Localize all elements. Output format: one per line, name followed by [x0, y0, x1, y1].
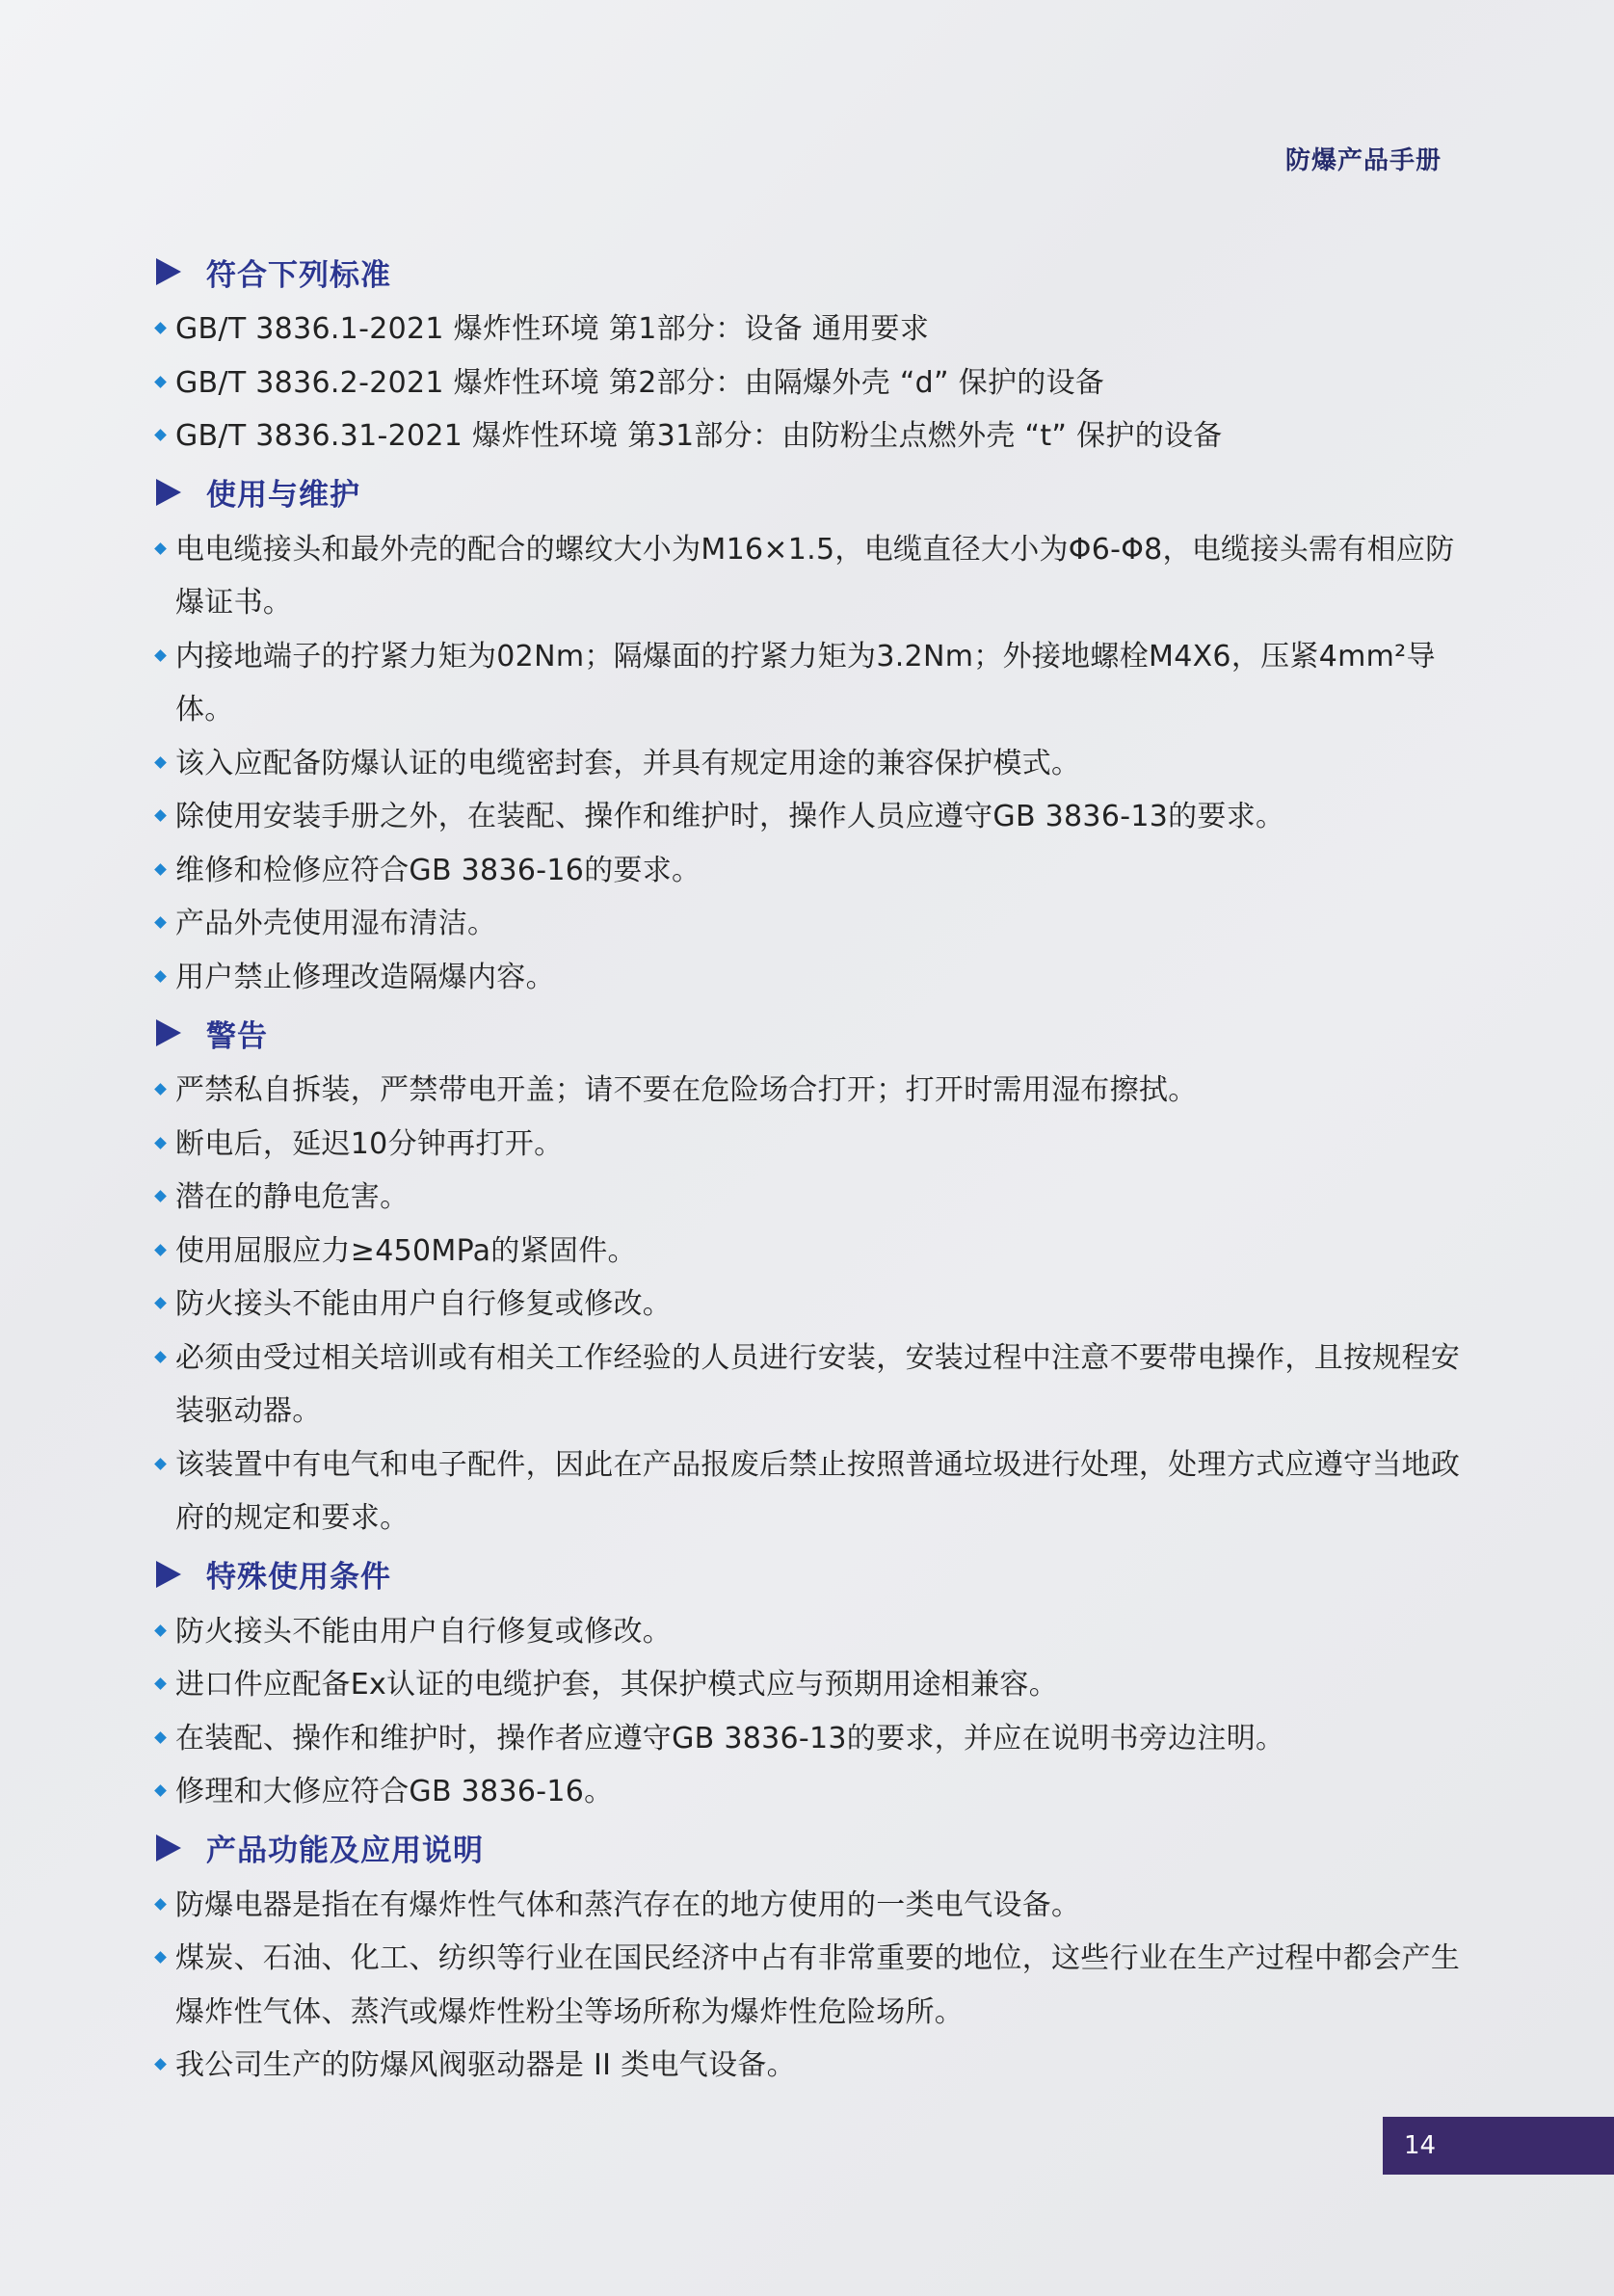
list-item [152, 1712, 1482, 1766]
triangle-marker-icon [156, 258, 181, 285]
diamond-bullet-icon [154, 322, 167, 334]
diamond-bullet-icon [154, 1083, 167, 1095]
list-item-text: GB/T 3836.1-2021 爆炸性环境 第1部分：设备 通用要求 [175, 312, 930, 346]
list-item-text: 防爆电器是指在有爆炸性气体和蒸汽存在的地方使用的一类电气设备。 [175, 1887, 1081, 1922]
list-item [152, 1332, 1482, 1438]
list-item [152, 1225, 1482, 1279]
list-item-text: GB/T 3836.31-2021 爆炸性环境 第31部分：由防粉尘点燃外壳 “t” 保护的设备 [175, 419, 1223, 453]
list-item [152, 844, 1482, 898]
section-warning [152, 1008, 1482, 1545]
diamond-bullet-icon [154, 542, 167, 555]
triangle-marker-icon [156, 1019, 181, 1046]
section-standards [152, 247, 1482, 463]
list-item-text: 必须由受过相关培训或有相关工作经验的人员进行安装，安装过程中注意不要带电操作，且按规程安装驱动器。 [175, 1340, 1461, 1428]
diamond-bullet-icon [154, 863, 167, 876]
section-heading [152, 1549, 1482, 1599]
list-item [152, 1879, 1482, 1933]
list-item-text: 使用屈服应力≥450MPa的紧固件。 [175, 1233, 637, 1268]
diamond-bullet-icon [154, 809, 167, 822]
list-item-text: 潜在的静电危害。 [175, 1180, 410, 1214]
diamond-bullet-icon [154, 970, 167, 983]
list-item [152, 630, 1482, 737]
section-usage-maintenance [152, 467, 1482, 1005]
list-item-text: 进口件应配备Ex认证的电缆护套，其保护模式应与预期用途相兼容。 [175, 1668, 1059, 1702]
section-heading [152, 247, 1482, 297]
list-item [152, 897, 1482, 951]
document-body [152, 243, 1482, 2093]
diamond-bullet-icon [154, 1784, 167, 1797]
section-heading-text: 符合下列标准 [206, 257, 391, 293]
list-item [152, 1118, 1482, 1172]
list-item [152, 1064, 1482, 1118]
triangle-marker-icon [156, 1834, 181, 1861]
triangle-marker-icon [156, 479, 181, 506]
list-item-text: 该装置中有电气和电子配件，因此在产品报废后禁止按照普通垃圾进行处理，处理方式应遵守当地政府的规定和要求。 [175, 1447, 1461, 1535]
section-heading [152, 1008, 1482, 1058]
section-product-function [152, 1823, 1482, 2093]
list-item [152, 1171, 1482, 1225]
diamond-bullet-icon [154, 2058, 167, 2071]
list-item-text: 在装配、操作和维护时，操作者应遵守GB 3836-13的要求，并应在说明书旁边注明。 [175, 1721, 1285, 1755]
list-item-text: 电电缆接头和最外壳的配合的螺纹大小为M16×1.5，电缆直径大小为Φ6-Φ8，电缆接头需有相应防爆证书。 [175, 532, 1455, 620]
list-item [152, 2039, 1482, 2093]
list-item [152, 1658, 1482, 1712]
list-item [152, 790, 1482, 844]
triangle-marker-icon [156, 1561, 181, 1588]
list-item [152, 1438, 1482, 1545]
list-item-text: 煤炭、石油、化工、纺织等行业在国民经济中占有非常重要的地位，这些行业在生产过程中都会产生爆炸性气体、蒸汽或爆炸性粉尘等场所称为爆炸性危险场所。 [175, 1941, 1461, 2029]
list-item [152, 951, 1482, 1005]
list-item-text: 防火接头不能由用户自行修复或修改。 [175, 1287, 673, 1321]
list-item [152, 1765, 1482, 1819]
section-heading-text: 使用与维护 [206, 478, 360, 513]
list-item-text: 除使用安装手册之外，在装配、操作和维护时，操作人员应遵守GB 3836-13的要求。 [175, 800, 1285, 833]
list-item [152, 1605, 1482, 1659]
list-item-text: 我公司生产的防爆风阀驱动器是 II 类电气设备。 [175, 2048, 796, 2082]
diamond-bullet-icon [154, 1624, 167, 1637]
list-item-text: 内接地端子的拧紧力矩为02Nm；隔爆面的拧紧力矩为3.2Nm；外接地螺栓M4X6，压紧4mm²导体。 [175, 639, 1436, 726]
list-item-text: 产品外壳使用湿布清洁。 [175, 907, 497, 940]
list-item [152, 303, 1482, 356]
list-item [152, 523, 1482, 630]
document-header-title: 防爆产品手册 [1284, 146, 1442, 175]
diamond-bullet-icon [154, 1351, 167, 1363]
list-item-text: GB/T 3836.2-2021 爆炸性环境 第2部分：由隔爆外壳 “d” 保护的设备 [175, 365, 1105, 400]
list-item [152, 1932, 1482, 2039]
list-item-text: 防火接头不能由用户自行修复或修改。 [175, 1614, 673, 1649]
list-item [152, 1278, 1482, 1332]
section-heading [152, 1823, 1482, 1873]
diamond-bullet-icon [154, 1244, 167, 1256]
diamond-bullet-icon [154, 1898, 167, 1911]
list-item [152, 409, 1482, 463]
list-item-text: 维修和检修应符合GB 3836-16的要求。 [175, 853, 701, 887]
diamond-bullet-icon [154, 1458, 167, 1470]
section-heading-text: 特殊使用条件 [206, 1560, 391, 1595]
diamond-bullet-icon [154, 649, 167, 662]
diamond-bullet-icon [154, 1951, 167, 1964]
diamond-bullet-icon [154, 1190, 167, 1202]
section-heading [152, 467, 1482, 517]
diamond-bullet-icon [154, 1677, 167, 1690]
list-item [152, 737, 1482, 791]
diamond-bullet-icon [154, 1137, 167, 1149]
list-item [152, 356, 1482, 410]
section-special-conditions [152, 1549, 1482, 1819]
diamond-bullet-icon [154, 1731, 167, 1744]
list-item-text: 断电后，延迟10分钟再打开。 [175, 1126, 564, 1161]
list-item-text: 该入应配备防爆认证的电缆密封套，并具有规定用途的兼容保护模式。 [175, 746, 1081, 780]
diamond-bullet-icon [154, 376, 167, 388]
list-item-text: 严禁私自拆装，严禁带电开盖；请不要在危险场合打开；打开时需用湿布擦拭。 [175, 1073, 1198, 1107]
diamond-bullet-icon [154, 429, 167, 441]
diamond-bullet-icon [154, 756, 167, 769]
diamond-bullet-icon [154, 916, 167, 929]
diamond-bullet-icon [154, 1297, 167, 1309]
section-heading-text: 产品功能及应用说明 [206, 1834, 484, 1868]
list-item-text: 修理和大修应符合GB 3836-16。 [175, 1775, 614, 1808]
page-number: 14 [1383, 2117, 1614, 2175]
list-item-text: 用户禁止修理改造隔爆内容。 [175, 960, 555, 994]
section-heading-text: 警告 [206, 1018, 268, 1054]
